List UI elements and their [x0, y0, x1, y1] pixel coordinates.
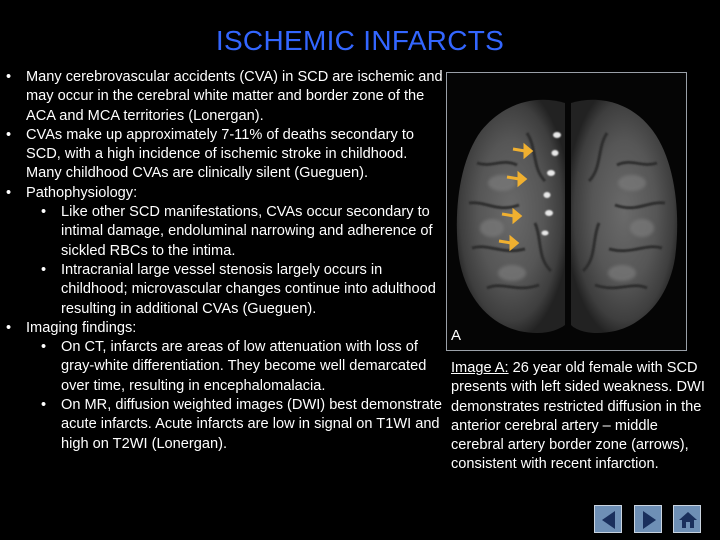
bullet-marker: •	[41, 261, 47, 278]
caption-text: 26 year old female with SCD presents with left sided weakness. DWI demonstrates restricted diffusion in the anterior cerebral artery – middle cerebral artery border zone (arrows), consistent with recent infarction.	[451, 360, 705, 473]
caption-lead: Image A:	[451, 360, 509, 376]
bullet-marker: •	[41, 204, 47, 221]
bullet-marker: •	[6, 126, 12, 143]
forward-button[interactable]	[634, 505, 662, 533]
bullet-marker: •	[41, 397, 47, 414]
bullet-text: On MR, diffusion weighted images (DWI) best demonstrate acute infarcts. Acute infarcts are low in signal on T1WI and high on T2WI (Lonergan).	[61, 397, 442, 452]
bullet-text: CVAs make up approximately 7-11% of deaths secondary to SCD, with a high incidence of ischemic stroke in childhood. Many childhood CVAs are clinically silent (Gueguen).	[26, 126, 415, 182]
bullet-text: Pathophysiology:	[26, 184, 138, 201]
bullet-item	[6, 319, 446, 338]
brain-dwi-image	[447, 73, 686, 350]
bullet-text: Many cerebrovascular accidents (CVA) in SCD are ischemic and may occur in the cerebral white matter and border zone of the ACA and MCA territories (Lonergan).	[26, 69, 443, 124]
mri-image	[446, 72, 687, 351]
bullet-item	[6, 68, 446, 126]
bullet-marker: •	[41, 339, 47, 356]
bullet-marker: •	[6, 184, 12, 201]
bullet-text: Imaging findings:	[26, 319, 137, 336]
home-icon	[674, 506, 702, 534]
sub-bullet-item	[6, 261, 446, 319]
sub-bullet-item	[6, 338, 446, 396]
bullet-text: On CT, infarcts are areas of low attenuation with loss of gray-white differentiation. They become well demarcated over time, resulting in encephalomalacia.	[61, 339, 427, 394]
bullet-item	[6, 184, 446, 203]
back-arrow-icon	[595, 506, 623, 534]
back-button[interactable]	[594, 505, 622, 533]
bullet-list	[6, 68, 446, 454]
bullet-marker: •	[6, 319, 12, 336]
bullet-marker: •	[6, 69, 12, 85]
bullet-text: Like other SCD manifestations, CVAs occur secondary to intimal damage, endoluminal narrowing and adherence of sickled RBCs to the intima.	[61, 204, 433, 259]
slide-title: ISCHEMIC INFARCTS	[215, 25, 505, 56]
image-label: A	[451, 327, 462, 344]
home-button[interactable]	[673, 505, 701, 533]
image-caption	[451, 359, 713, 475]
bullet-text: Intracranial large vessel stenosis largely occurs in childhood; microvascular changes continue into adulthood resulting in additional CVAs (Gueguen).	[61, 261, 436, 317]
sub-bullet-item	[6, 396, 446, 454]
forward-arrow-icon	[635, 506, 663, 534]
sub-bullet-item	[6, 203, 446, 261]
bullet-item	[6, 126, 446, 184]
